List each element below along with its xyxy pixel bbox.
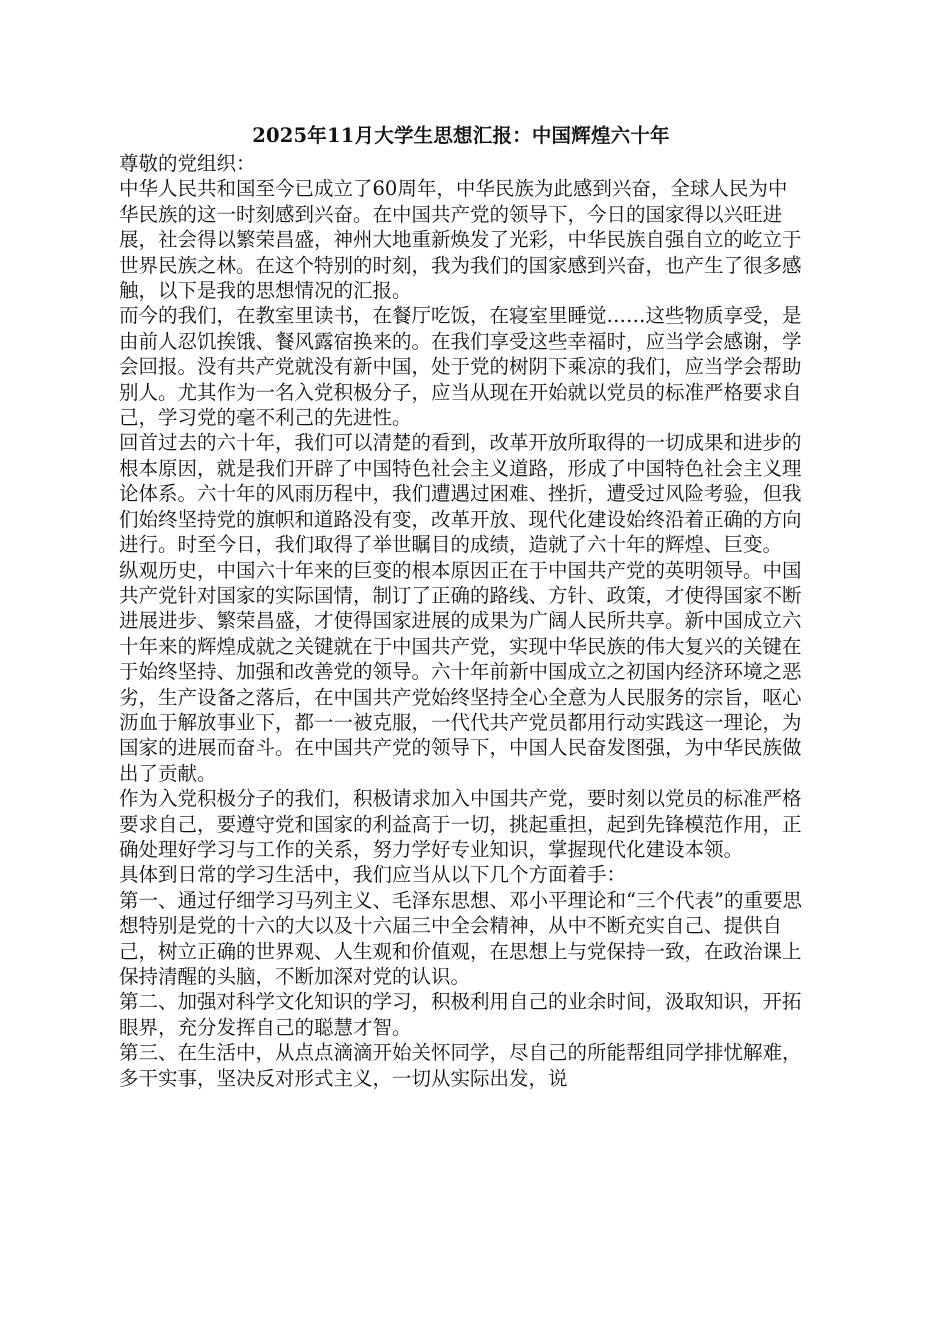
paragraph-5: 作为入党积极分子的我们，积极请求加入中国共产党，要时刻以党员的标准严格要求自己，要遵守党和国家的利益高于一切，挑起重担，起到先锋模范作用，正确处理好学习与工作的关系，努力学好专业知识，掌握现代化建设本领。 <box>119 787 802 861</box>
document-title: 2025年11月大学生思想汇报：中国辉煌六十年 <box>252 124 670 147</box>
paragraph-7: 第一、通过仔细学习马列主义、毛泽东思想、邓小平理论和“三个代表”的重要思想特别是党的十六的大以及十六届三中全会精神，从中不断充实自己、提供自己，树立正确的世界观、人生观和价值观，在思想上与党保持一致，在政治课上保持清醒的头脑，不断加深对党的认识。 <box>119 888 802 988</box>
paragraph-3: 回首过去的六十年，我们可以清楚的看到，改革开放所取得的一切成果和进步的根本原因，就是我们开辟了中国特色社会主义道路，形成了中国特色社会主义理论体系。六十年的风雨历程中，我们遭遇过困难、挫折，遭受过风险考验，但我们始终坚持党的旗帜和道路没有变，改革开放、现代化建设始终沿着正确的方向进行。时至今日，我们取得了举世瞩目的成绩，造就了六十年的辉煌、巨变。 <box>119 431 802 557</box>
paragraph-2: 而今的我们，在教室里读书，在餐厅吃饭，在寝室里睡觉……这些物质享受，是由前人忍饥挨饿、餐风露宿换来的。在我们享受这些幸福时，应当学会感谢，学会回报。没有共产党就没有新中国，处于党的树阴下乘凉的我们，应当学会帮助别人。尤其作为一名入党积极分子，应当从现在开始就以党员的标准严格要求自己，学习党的毫不利己的先进性。 <box>119 304 802 430</box>
paragraph-9: 第三、在生活中，从点点滴滴开始关怀同学，尽自己的所能帮组同学排忧解难，多干实事，坚决反对形式主义，一切从实际出发，说 <box>119 1041 802 1090</box>
document-body <box>119 120 803 1091</box>
paragraph-6: 具体到日常的学习生活中，我们应当从以下几个方面着手： <box>119 863 627 887</box>
salutation: 尊敬的党组织： <box>119 152 256 175</box>
paragraph-1: 中华人民共和国至今已成立了60周年，中华民族为此感到兴奋，全球人民为中华民族的这一时刻感到兴奋。在中国共产党的领导下，今日的国家得以兴旺进展，社会得以繁荣昌盛，神州大地重新焕发了光彩，中华民族自强自立的屹立于世界民族之林。在这个特别的时刻，我为我们的国家感到兴奋，也产生了很多感触，以下是我的思想情况的汇报。 <box>119 177 802 303</box>
paragraph-8: 第二、加强对科学文化知识的学习，积极利用自己的业余时间，汲取知识，开拓眼界，充分发挥自己的聪慧才智。 <box>119 990 802 1039</box>
paragraph-4: 纵观历史，中国六十年来的巨变的根本原因正在于中国共产党的英明领导。中国共产党针对国家的实际国情，制订了正确的路线、方针、政策，才使得国家不断进展进步、繁荣昌盛，才使得国家进展的成果为广阔人民所共享。新中国成立六十年来的辉煌成就之关键就在于中国共产党，实现中华民族的伟大复兴的关键在于始终坚持、加强和改善党的领导。六十年前新中国成立之初国内经济环境之恶劣，生产设备之落后，在中国共产党始终坚持全心全意为人民服务的宗旨，呕心沥血于解放事业下，都一一被克服，一代代共产党员都用行动实践这一理论，为国家的进展而奋斗。在中国共产党的领导下，中国人民奋发图强，为中华民族做出了贡献。 <box>119 558 802 785</box>
